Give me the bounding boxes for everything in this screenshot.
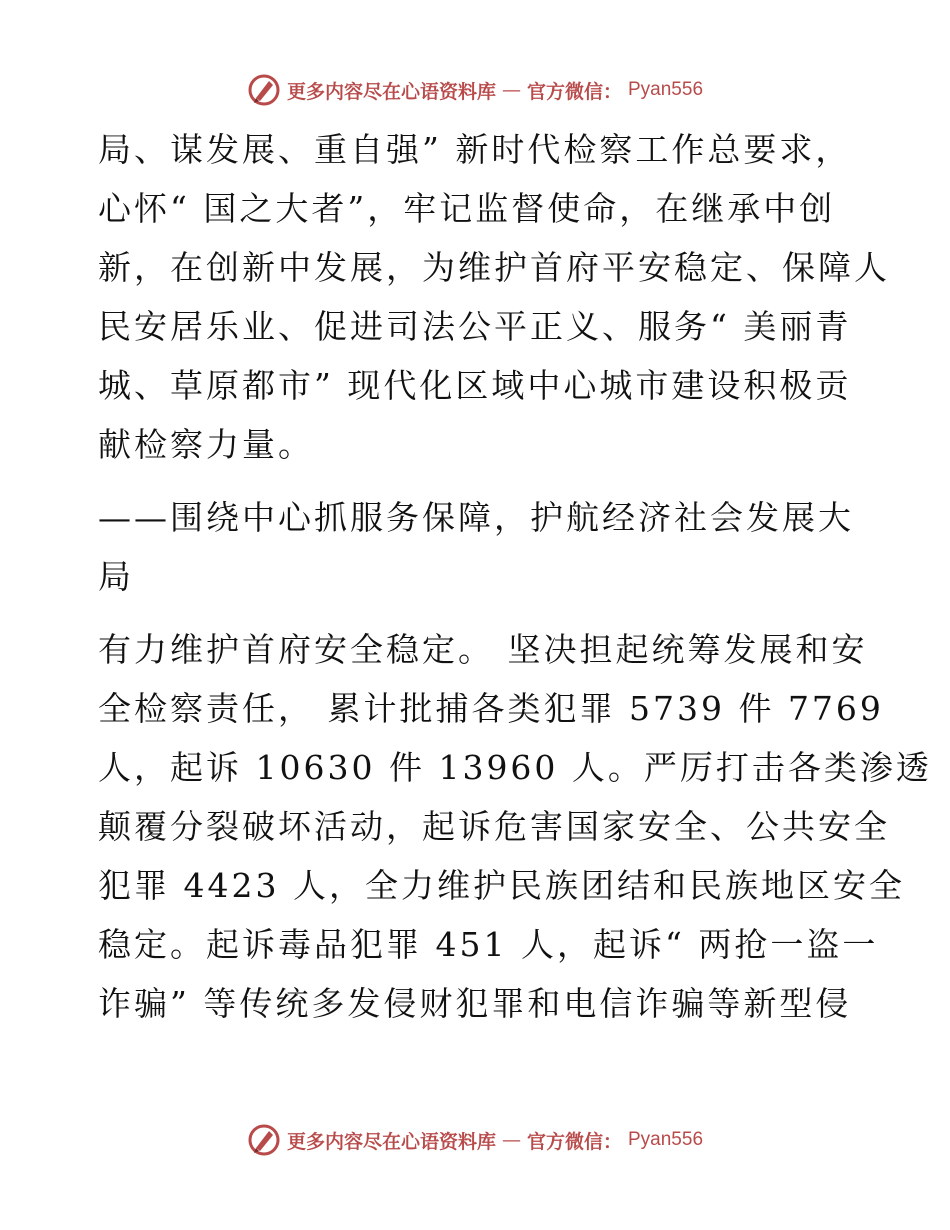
section-heading (98, 488, 858, 606)
paragraph-2 (98, 620, 932, 1033)
text-line: 稳定。起诉毒品犯罪 451 人，起诉“ 两抢一盗一 (98, 925, 879, 964)
text-line: ——围绕中心抓服务保障，护航经济社会发展大 (98, 498, 854, 537)
text-line: 新，在创新中发展，为维护首府平安稳定、保障人 (98, 248, 890, 287)
footer-watermark (0, 1120, 950, 1160)
watermark-label: 官方微信： (526, 80, 622, 103)
text-line: 心怀“ 国之大者”，牢记监督使命，在继承中创 (98, 189, 836, 228)
pen-logo-icon (247, 1123, 281, 1157)
text-line: 颠覆分裂破坏活动，起诉危害国家安全、公共安全 (98, 807, 890, 846)
text-line: 犯罪 4423 人，全力维护民族团结和民族地区安全 (98, 866, 905, 905)
text-line: 全检察责任， 累计批捕各类犯罪 5739 件 7769 (98, 689, 884, 728)
document-body (98, 120, 932, 1033)
watermark-dash: — (501, 79, 521, 101)
text-line: 局、谋发展、重自强” 新时代检察工作总要求， (98, 130, 852, 169)
watermark-dash: — (501, 1129, 521, 1151)
watermark-text: 更多内容尽在心语资料库 (286, 80, 496, 103)
text-line: 献检察力量。 (98, 425, 314, 464)
watermark-label: 官方微信： (526, 1130, 622, 1153)
text-line: 有力维护首府安全稳定。 坚决担起统筹发展和安 (98, 630, 868, 669)
pen-logo-icon (247, 73, 281, 107)
watermark-text: 更多内容尽在心语资料库 (286, 1130, 496, 1153)
paragraph-1 (98, 120, 890, 474)
header-watermark (0, 70, 950, 110)
text-line: 诈骗” 等传统多发侵财犯罪和电信诈骗等新型侵 (98, 984, 852, 1023)
watermark-wechat-id: Pyan556 (628, 79, 704, 100)
watermark-wechat-id: Pyan556 (628, 1129, 704, 1150)
text-line: 人，起诉 10630 件 13960 人。严厉打击各类渗透 (98, 748, 932, 787)
text-line: 局 (98, 557, 134, 596)
text-line: 城、草原都市” 现代化区域中心城市建设积极贡 (98, 366, 852, 405)
text-line: 民安居乐业、促进司法公平正义、服务“ 美丽青 (98, 307, 852, 346)
